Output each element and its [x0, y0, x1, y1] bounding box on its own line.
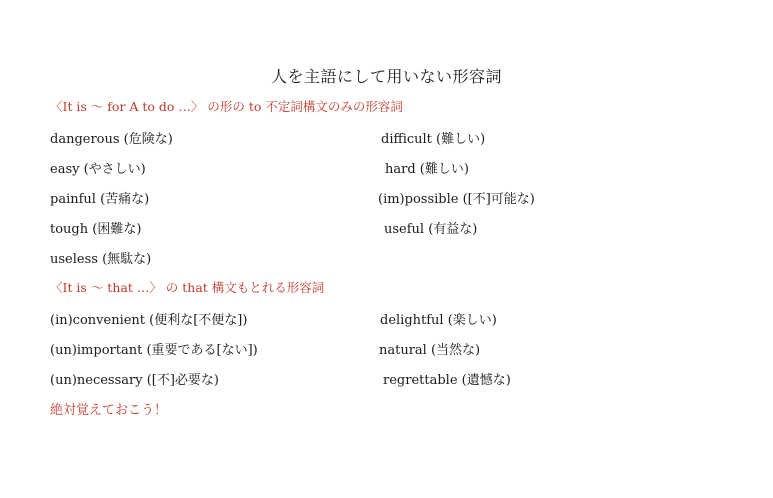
footer-note: 絶対覚えておこう！ — [50, 403, 168, 418]
page-title: 人を主語にして用いない形容詞 — [270, 67, 502, 86]
adjective-right: useful (有益な) — [384, 222, 478, 237]
adjective-left: tough (困難な) — [50, 222, 142, 237]
adjective-left: (un)necessary ([不]必要な) — [50, 373, 220, 388]
adjective-right: hard (難しい) — [385, 162, 469, 177]
adjective-left: easy (やさしい) — [50, 162, 146, 177]
adjective-right: delightful (楽しい) — [380, 313, 497, 328]
adjective-left: painful (苦痛な) — [50, 192, 150, 207]
adjective-right: regrettable (遺憾な) — [383, 373, 511, 388]
section1-heading: 〈It is 〜 for A to do …〉 の形の to 不定詞構文のみの形容詞 — [50, 99, 403, 114]
section2-heading: 〈It is 〜 that …〉 の that 構文もとれる形容詞 — [50, 280, 325, 295]
adjective-left: useless (無駄な) — [50, 252, 152, 267]
adjective-left: (in)convenient (便利な[不便な]) — [50, 313, 248, 328]
adjective-left: dangerous (危険な) — [50, 132, 173, 147]
adjective-right: (im)possible ([不]可能な) — [378, 192, 535, 207]
adjective-right: difficult (難しい) — [381, 132, 486, 147]
adjective-right: natural (当然な) — [379, 343, 481, 358]
adjective-left: (un)important (重要である[ない]) — [50, 343, 258, 358]
